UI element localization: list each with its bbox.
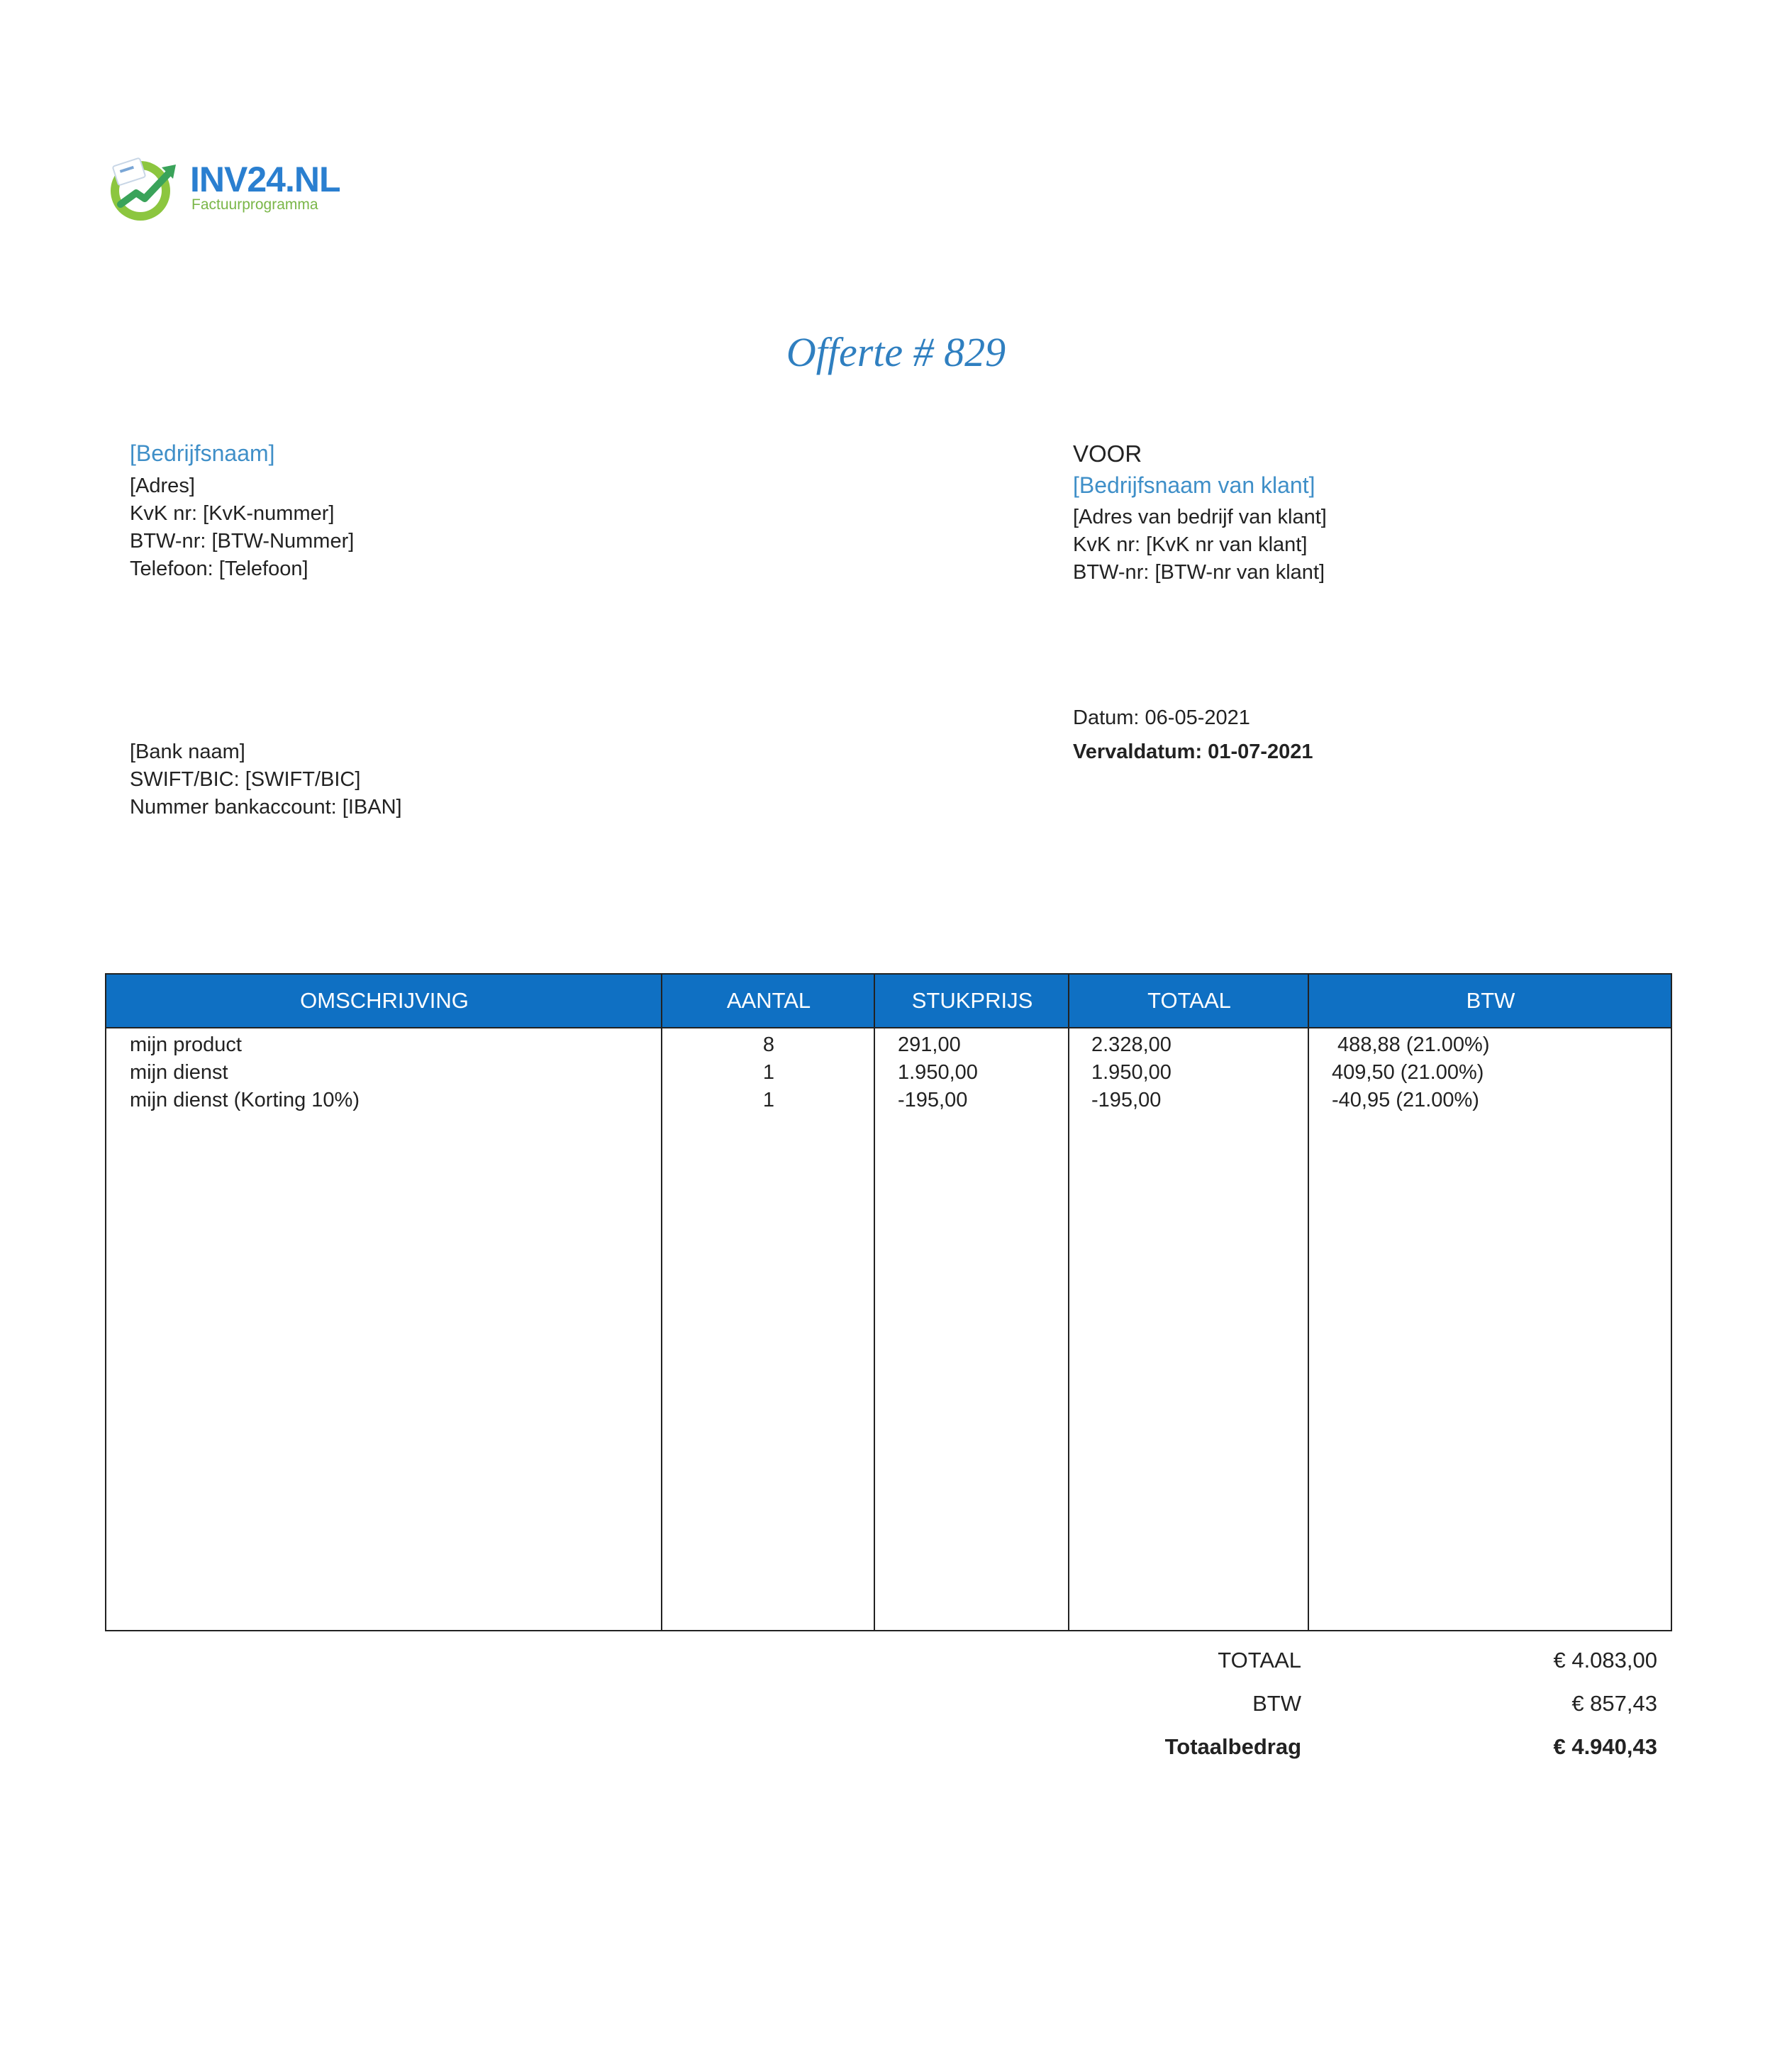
header-stukprijs: STUKPRIJS: [911, 988, 1033, 1013]
row-total: 2.328,00: [1091, 1033, 1172, 1056]
row-qty: 1: [762, 1089, 775, 1111]
row-unit-price: 291,00: [898, 1033, 961, 1056]
due-date: Vervaldatum: 01-07-2021: [1073, 740, 1313, 763]
recipient-company: [Bedrijfsnaam van klant]: [1073, 472, 1315, 498]
company-logo: [105, 152, 340, 223]
recipient-btw: BTW-nr: [BTW-nr van klant]: [1073, 561, 1325, 584]
sender-address: [Adres]: [130, 475, 195, 497]
header-omschrijving: OMSCHRIJVING: [300, 988, 469, 1013]
row-unit-price: -195,00: [898, 1089, 968, 1111]
bank-swift: SWIFT/BIC: [SWIFT/BIC]: [130, 768, 361, 791]
row-vat: -40,95 (21.00%): [1332, 1089, 1479, 1111]
grand-total-value: € 4.940,43: [1553, 1734, 1657, 1759]
bank-account: Nummer bankaccount: [IBAN]: [130, 796, 402, 819]
vat-value: € 857,43: [1571, 1691, 1657, 1716]
document-date: Datum: 06-05-2021: [1073, 706, 1250, 729]
row-description: mijn product: [130, 1033, 242, 1056]
row-vat: 409,50 (21.00%): [1332, 1061, 1484, 1084]
line-items-table: [105, 973, 1672, 1631]
header-btw: BTW: [1466, 988, 1515, 1013]
row-unit-price: 1.950,00: [898, 1061, 978, 1084]
header-aantal: AANTAL: [726, 988, 811, 1013]
row-description: mijn dienst: [130, 1061, 228, 1084]
document-title: Offerte # 829: [786, 329, 1006, 375]
sender-phone: Telefoon: [Telefoon]: [130, 557, 308, 580]
subtotal-value: € 4.083,00: [1553, 1648, 1657, 1672]
sender-btw: BTW-nr: [BTW-Nummer]: [130, 530, 355, 553]
row-total: -195,00: [1091, 1089, 1162, 1111]
row-total: 1.950,00: [1091, 1061, 1172, 1084]
sender-kvk: KvK nr: [KvK-nummer]: [130, 502, 335, 525]
column-divider: [1068, 975, 1069, 1630]
header-totaal: TOTAAL: [1147, 988, 1231, 1013]
table-header: [106, 975, 1671, 1028]
vat-label: BTW: [1252, 1691, 1301, 1716]
logo-graphic-icon: [105, 152, 183, 223]
recipient-heading: VOOR: [1073, 440, 1142, 467]
column-divider: [1308, 975, 1309, 1630]
row-description: mijn dienst (Korting 10%): [130, 1089, 360, 1111]
row-vat: 488,88 (21.00%): [1332, 1033, 1490, 1056]
recipient-address: [Adres van bedrijf van klant]: [1073, 506, 1327, 528]
logo-name: INV24.NL: [190, 160, 340, 199]
grand-total-label: Totaalbedrag: [1164, 1734, 1301, 1759]
logo-tagline: Factuurprogramma: [191, 196, 318, 213]
row-qty: 1: [762, 1061, 775, 1084]
recipient-kvk: KvK nr: [KvK nr van klant]: [1073, 533, 1308, 556]
row-qty: 8: [762, 1033, 775, 1056]
subtotal-label: TOTAAL: [1218, 1648, 1301, 1672]
sender-company: [Bedrijfsnaam]: [130, 440, 275, 466]
bank-name: [Bank naam]: [130, 740, 245, 763]
